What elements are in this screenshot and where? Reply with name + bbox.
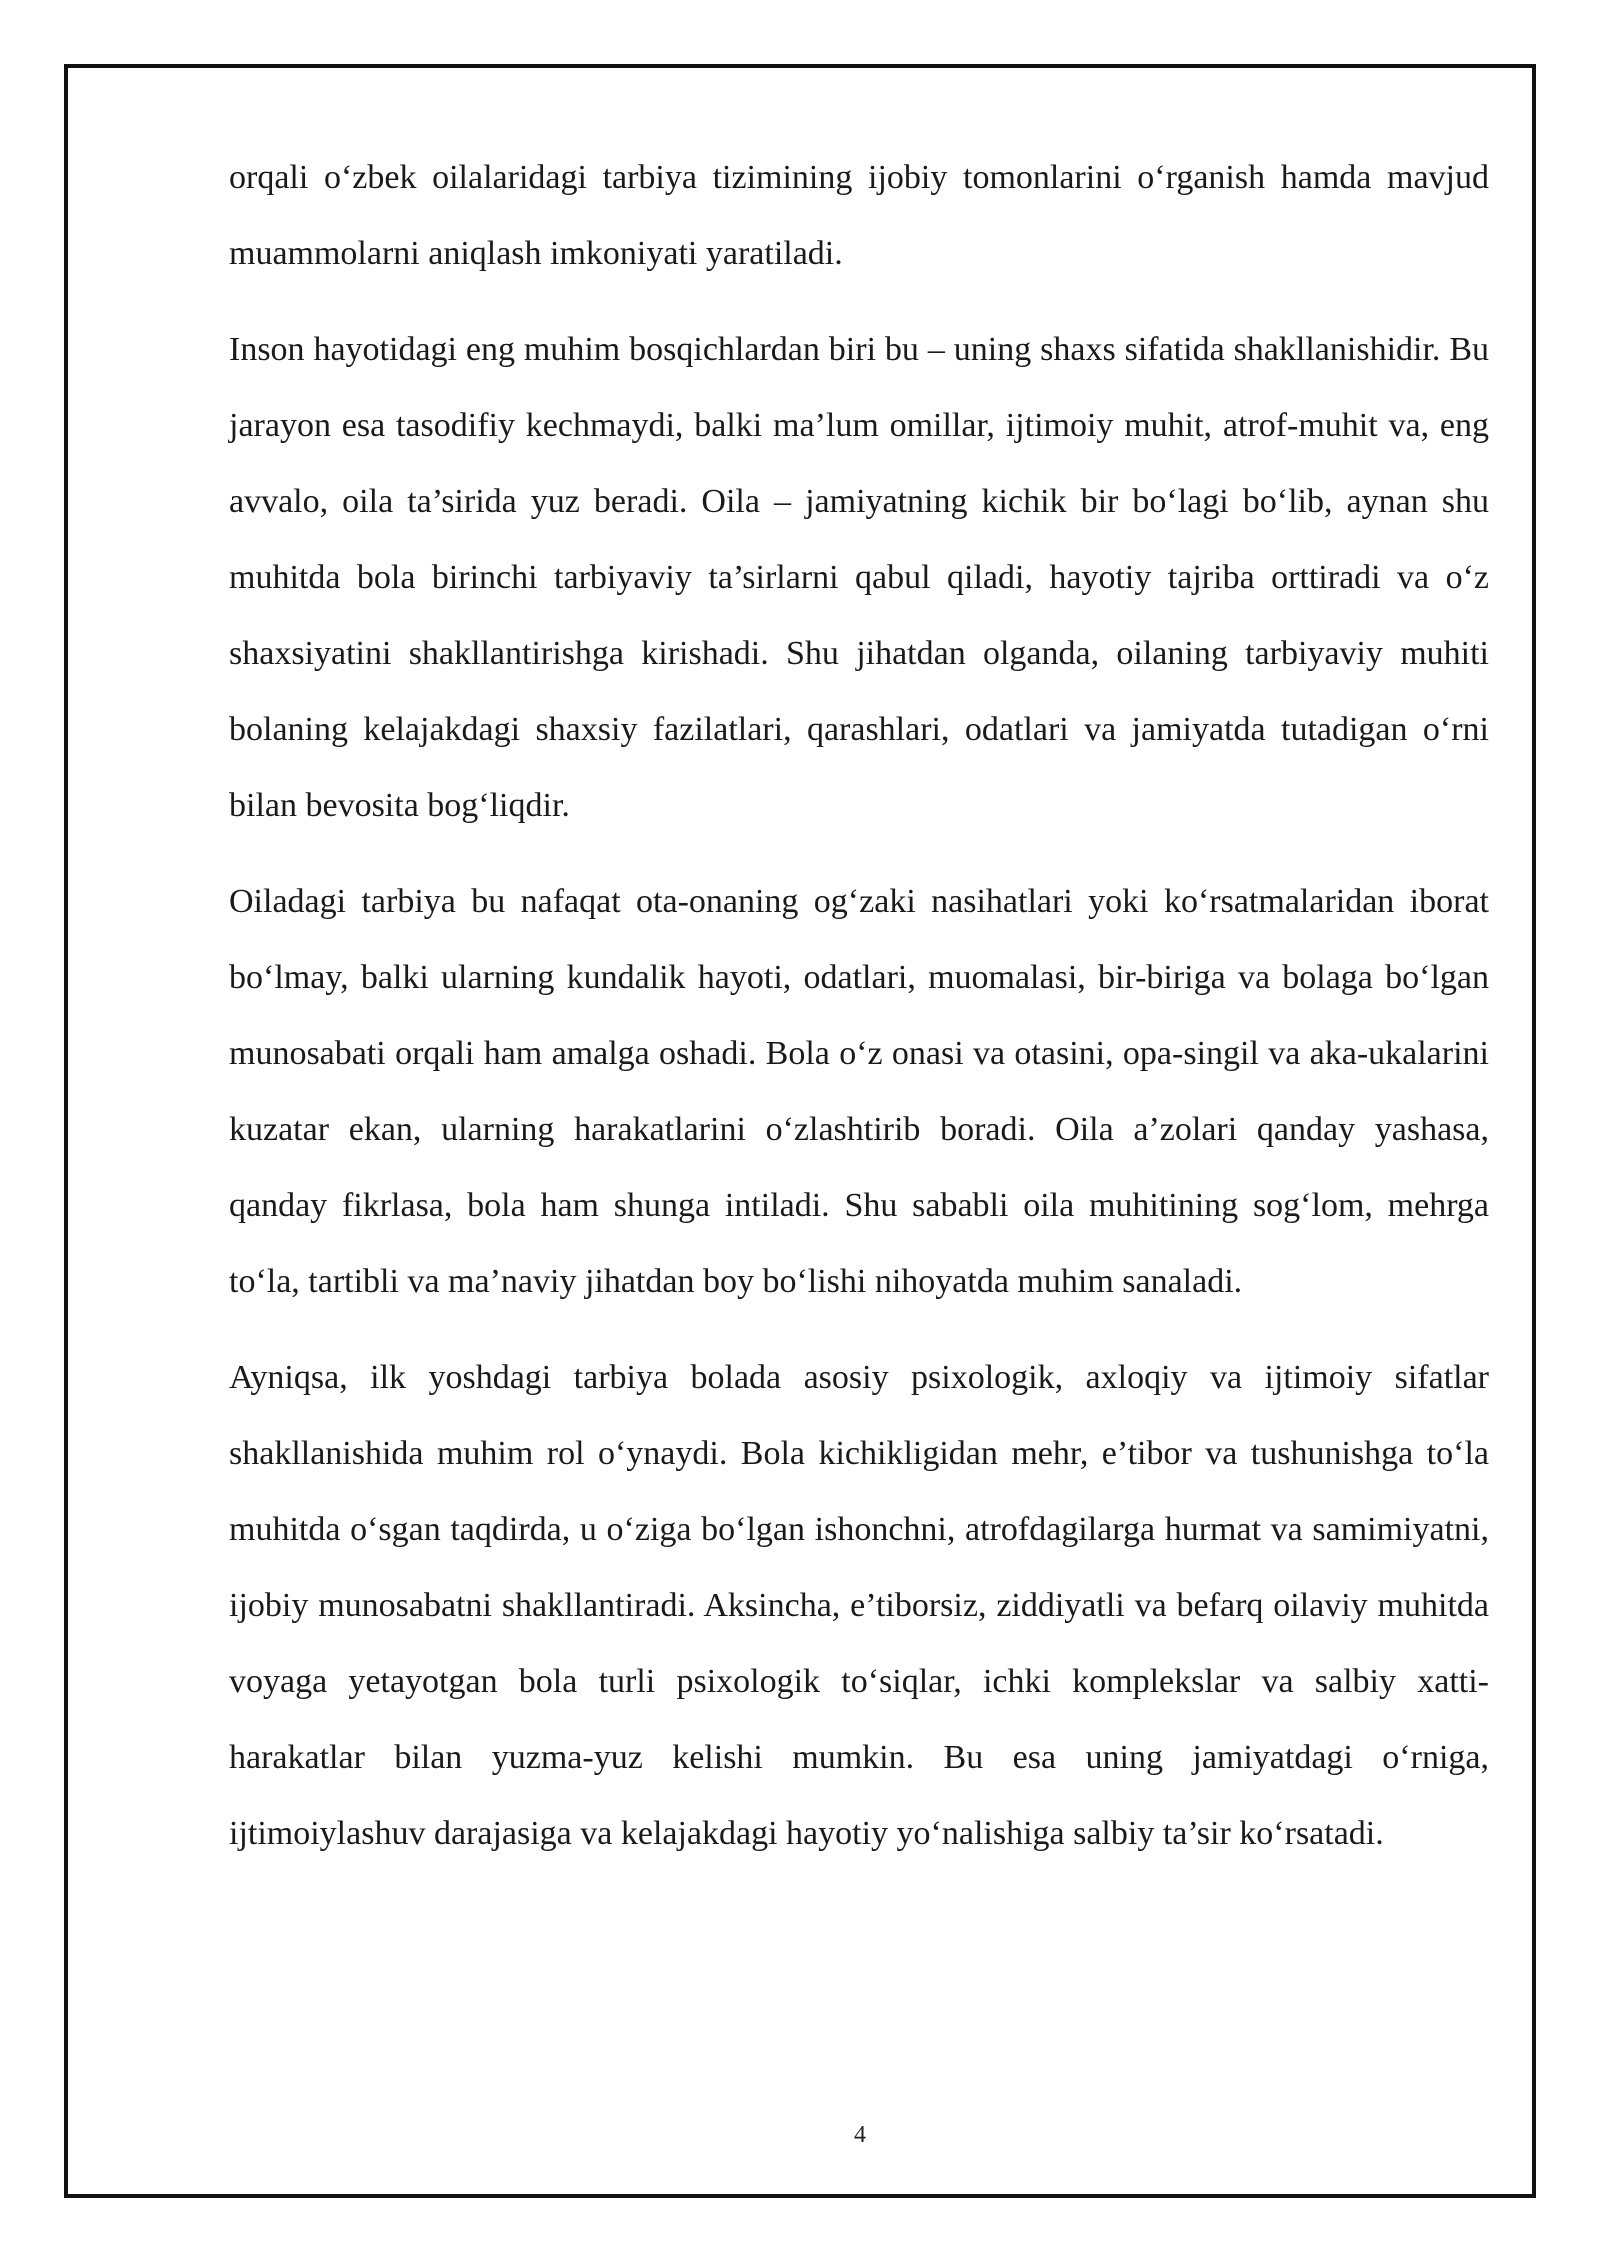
paragraph-1: orqali o‘zbek oilalaridagi tarbiya tizimining ijobiy tomonlarini o‘rganish hamda mavjud muammolarni aniqlash imkoniyati yaratiladi. bbox=[229, 159, 1489, 272]
paragraph-4: Ayniqsa, ilk yoshdagi tarbiya bolada asosiy psixologik, axloqiy va ijtimoiy sifatlar shakllanishida muhim rol o‘ynaydi. Bola kichikligidan mehr, e’tibor va tushunishga to‘la muhitda o‘sgan taqdirda, u o‘ziga bo‘lgan ishonchni, atrofdagilarga hurmat va samimiyatni, ijobiy munosabatni shakllantiradi. Aksincha, e’tiborsiz, ziddiyatli va befarq oilaviy muhitda voyaga yetayotgan bola turli psixologik to‘siqlar, ichki komplekslar va salbiy xatti-harakatlar bilan yuzma-yuz kelishi mumkin. Bu esa uning jamiyatdagi o‘rniga, ijtimoiylashuv darajasiga va kelajakdagi hayotiy yo‘nalishiga salbiy ta’sir ko‘rsatadi. bbox=[229, 1359, 1489, 1852]
page-number: 4 bbox=[854, 2122, 866, 2148]
paragraph-2: Inson hayotidagi eng muhim bosqichlardan biri bu – uning shaxs sifatida shakllanishidir. Bu jarayon esa tasodifiy kechmaydi, balki ma’lum omillar, ijtimoiy muhit, atrof-muhit va, eng avvalo, oila ta’sirida yuz beradi. Oila – jamiyatning kichik bir bo‘lagi bo‘lib, aynan shu muhitda bola birinchi tarbiyaviy ta’sirlarni qabul qiladi, hayotiy tajriba orttiradi va o‘z shaxsiyatini shakllantirishga kirishadi. Shu jihatdan olganda, oilaning tarbiyaviy muhiti bolaning kelajakdagi shaxsiy fazilatlari, qarashlari, odatlari va jamiyatda tutadigan o‘rni bilan bevosita bog‘liqdir. bbox=[229, 331, 1489, 824]
paragraph-3: Oiladagi tarbiya bu nafaqat ota-onaning og‘zaki nasihatlari yoki ko‘rsatmalaridan iborat bo‘lmay, balki ularning kundalik hayoti, odatlari, muomalasi, bir-biriga va bolaga bo‘lgan munosabati orqali ham amalga oshadi. Bola o‘z onasi va otasini, opa-singil va aka-ukalarini kuzatar ekan, ularning harakatlarini o‘zlashtirib boradi. Oila a’zolari qanday yashasa, qanday fikrlasa, bola ham shunga intiladi. Shu sababli oila muhitining sog‘lom, mehrga to‘la, tartibli va ma’naviy jihatdan boy bo‘lishi nihoyatda muhim sanaladi. bbox=[229, 883, 1489, 1300]
document-body bbox=[229, 140, 1489, 1892]
